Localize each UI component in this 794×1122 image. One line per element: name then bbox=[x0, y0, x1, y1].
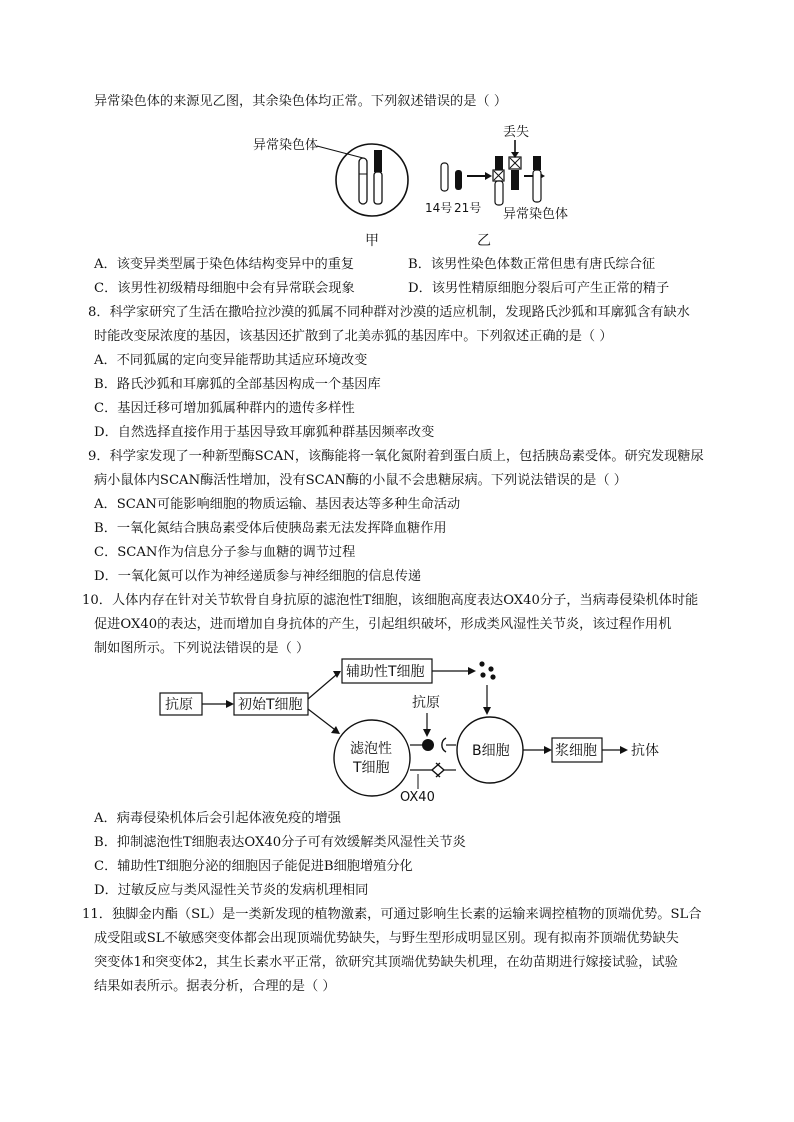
q7-caption-jia: 甲 bbox=[365, 233, 379, 249]
q11-stem-line1: 11．独脚金内酯（SL）是一类新发现的植物激素，可通过影响生长素的运输来调控植物的顶端优势。SL合 bbox=[82, 907, 702, 922]
q11-stem-line3: 突变体1和突变体2，其生长素水平正常，欲研究其顶端优势缺失机理，在幼苗期进行嫁接试验，试验 bbox=[94, 955, 678, 970]
q9-option-c: C．SCAN作为信息分子参与血糖的调节过程 bbox=[94, 545, 356, 560]
q10-option-c: C．辅助性T细胞分泌的细胞因子能促进B细胞增殖分化 bbox=[94, 859, 413, 874]
q8-option-c: C．基因迁移可增加狐属种群内的遗传多样性 bbox=[94, 401, 355, 416]
q8-stem-line2: 时能改变尿浓度的基因，该基因还扩散到了北美赤狐的基因库中。下列叙述正确的是（ ） bbox=[94, 329, 613, 344]
q10-plasma-label: 浆细胞 bbox=[555, 743, 597, 759]
q10-antibody-label: 抗体 bbox=[631, 743, 659, 759]
q7-caption-yi: 乙 bbox=[477, 233, 491, 249]
q7-label-abnormal-chromosome: 异常染色体 bbox=[253, 138, 319, 153]
q10-follicular-t-label-1: 滤泡性 bbox=[350, 741, 392, 757]
q7-chromosome-21 bbox=[455, 170, 462, 190]
q7-label-21: 21号 bbox=[454, 201, 482, 215]
q8-option-a: A．不同狐属的定向变异能帮助其适应环境改变 bbox=[94, 353, 368, 368]
q9-option-a: A．SCAN可能影响细胞的物质运输、基因表达等多种生命活动 bbox=[94, 497, 461, 512]
q7-label-14: 14号 bbox=[425, 201, 453, 215]
q7-chromosome-14 bbox=[441, 163, 448, 191]
q10-naive-t-label: 初始T细胞 bbox=[238, 697, 303, 713]
q7-cell-circle bbox=[336, 144, 408, 216]
q10-immune-diagram bbox=[150, 655, 690, 805]
q7-option-b: B．该男性染色体数正常但患有唐氏综合征 bbox=[408, 257, 656, 272]
q7-label-abnormal-2: 异常染色体 bbox=[503, 207, 569, 222]
q7-label-lost: 丢失 bbox=[503, 125, 530, 140]
q10-cytokine-dot bbox=[490, 674, 495, 679]
q7-chromosome-abnormal-dark bbox=[374, 150, 382, 172]
q10-cytokine-dot bbox=[479, 661, 484, 666]
q9-option-d: D．一氧化氮可以作为神经递质参与神经细胞的信息传递 bbox=[94, 569, 422, 584]
q10-helper-t-label: 辅助性T细胞 bbox=[346, 664, 425, 680]
q10-receptor-shape bbox=[442, 738, 446, 752]
q9-stem-line1: 9．科学家发现了一种新型酶SCAN，该酶能将一氧化氮附着到蛋白质上，包括胰岛素受体。研究发现糖尿 bbox=[88, 449, 704, 464]
q7-option-a: A．该变异类型属于染色体结构变异中的重复 bbox=[94, 257, 355, 272]
q10-ox40-label: OX40 bbox=[400, 790, 435, 805]
q7-option-c: C．该男性初级精母细胞中会有异常联会现象 bbox=[94, 281, 355, 296]
q9-stem-line2: 病小鼠体内SCAN酶活性增加，没有SCAN酶的小鼠不会患糖尿病。下列说法错误的是（ ） bbox=[94, 473, 627, 488]
q10-cytokine-dot bbox=[488, 666, 493, 671]
q7-chromosome-result bbox=[533, 170, 541, 202]
q7-option-d: D．该男性精原细胞分裂后可产生正常的精子 bbox=[408, 281, 670, 296]
q10-b-cell-label: B细胞 bbox=[472, 743, 510, 759]
q10-follicular-t-label-2: T细胞 bbox=[353, 760, 390, 776]
q7-chromosome-figure bbox=[245, 118, 585, 253]
q10-stem-line2: 促进OX40的表达，进而增加自身抗体的产生，引起组织破坏，形成类风湿性关节炎，该过程作用机 bbox=[94, 617, 672, 632]
q10-option-a: A．病毒侵染机体后会引起体液免疫的增强 bbox=[94, 811, 341, 826]
q10-antigen-label: 抗原 bbox=[165, 697, 193, 713]
q8-stem-line1: 8．科学家研究了生活在撒哈拉沙漠的狐属不同种群对沙漠的适应机制，发现路氏沙狐和耳廓狐含有缺水 bbox=[88, 305, 690, 320]
q10-stem-line1: 10．人体内存在针对关节软骨自身抗原的滤泡性T细胞，该细胞高度表达OX40分子，当病毒侵染机体时能 bbox=[82, 593, 699, 608]
q9-option-b: B．一氧化氮结合胰岛素受体后使胰岛素无法发挥降血糖作用 bbox=[94, 521, 447, 536]
q10-follicular-t-cell bbox=[334, 720, 410, 796]
q10-antigen-dot bbox=[422, 739, 434, 751]
q10-stem-line3: 制如图所示。下列说法错误的是（ ） bbox=[94, 641, 310, 656]
q8-option-d: D．自然选择直接作用于基因导致耳廓狐种群基因频率改变 bbox=[94, 425, 435, 440]
q10-option-b: B．抑制滤泡性T细胞表达OX40分子可有效缓解类风湿性关节炎 bbox=[94, 835, 466, 850]
q10-option-d: D．过敏反应与类风湿性关节炎的发病机理相同 bbox=[94, 883, 369, 898]
q7-chromosome-normal bbox=[359, 158, 367, 204]
q8-option-b: B．路氏沙狐和耳廓狐的全部基因构成一个基因库 bbox=[94, 377, 381, 392]
q10-cytokine-dot bbox=[480, 672, 485, 677]
q10-antigen2-label: 抗原 bbox=[412, 695, 440, 711]
q7-stem: 异常染色体的来源见乙图，其余染色体均正常。下列叙述错误的是（ ） bbox=[94, 94, 508, 109]
q11-stem-line2: 成受阻或SL不敏感突变体都会出现顶端优势缺失，与野生型形成明显区别。现有拟南芥顶端优势缺失 bbox=[94, 931, 679, 946]
q11-stem-line4: 结果如表所示。据表分析，合理的是（ ） bbox=[94, 979, 336, 994]
